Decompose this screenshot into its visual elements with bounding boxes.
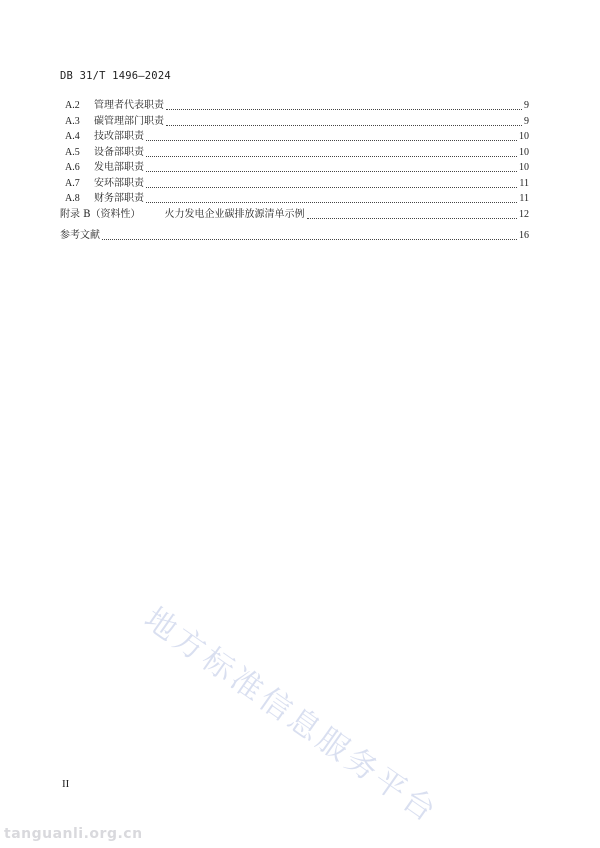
toc-entry-number: A.4 xyxy=(65,131,80,142)
toc-entry-page: 11 xyxy=(519,193,529,204)
watermark-text: 地方标准信息服务平台 xyxy=(137,600,446,831)
toc-leader-dots xyxy=(166,100,522,110)
toc-entry-references[interactable] xyxy=(60,229,529,243)
site-watermark: tanguanli.org.cn xyxy=(4,826,143,842)
toc-entry-page: 16 xyxy=(519,230,529,241)
toc-entry-number: A.3 xyxy=(65,116,80,127)
toc-leader-dots xyxy=(146,193,517,203)
toc-leader-dots xyxy=(307,209,517,219)
toc-entry-title: 财务部职责 xyxy=(94,193,144,204)
toc-entry-title: 管理者代表职责 xyxy=(94,100,164,111)
toc-entry-number: A.8 xyxy=(65,193,80,204)
toc-entry-page: 10 xyxy=(519,147,529,158)
toc-entry-a5[interactable] xyxy=(65,146,529,160)
toc-entry-a7[interactable] xyxy=(65,177,529,191)
toc-entry-number: A.6 xyxy=(65,162,80,173)
toc-leader-dots xyxy=(102,230,517,240)
toc-entry-title: 发电部职责 xyxy=(94,162,144,173)
toc-entry-number: A.2 xyxy=(65,100,80,111)
toc-entry-title: 火力发电企业碳排放源清单示例 xyxy=(164,209,305,220)
toc-leader-dots xyxy=(146,178,517,188)
toc-entry-title: 技改部职责 xyxy=(94,131,144,142)
document-number-header: DB 31/T 1496—2024 xyxy=(60,70,171,82)
toc-entry-page: 10 xyxy=(519,162,529,173)
toc-entry-a4[interactable] xyxy=(65,130,529,144)
toc-entry-appendix-b[interactable] xyxy=(60,208,529,222)
toc-entry-a2[interactable] xyxy=(65,99,529,113)
toc-entry-title: 安环部职责 xyxy=(94,178,144,189)
toc-appendix-label: 附录 B（资料性） xyxy=(60,209,141,220)
toc-entry-a6[interactable] xyxy=(65,161,529,175)
toc-entry-page: 12 xyxy=(519,209,529,220)
toc-entry-number: A.7 xyxy=(65,178,80,189)
toc-leader-dots xyxy=(146,147,517,157)
toc-entry-title: 设备部职责 xyxy=(94,147,144,158)
toc-leader-dots xyxy=(146,131,517,141)
toc-entry-page: 10 xyxy=(519,131,529,142)
toc-entry-page: 9 xyxy=(524,100,529,111)
toc-entry-a3[interactable] xyxy=(65,115,529,129)
toc-entry-title: 参考文献 xyxy=(60,230,100,241)
toc-entry-page: 11 xyxy=(519,178,529,189)
toc-entry-a8[interactable] xyxy=(65,192,529,206)
toc-leader-dots xyxy=(146,162,517,172)
toc-leader-dots xyxy=(166,116,522,126)
toc-entry-title: 碳管理部门职责 xyxy=(94,116,164,127)
toc-entry-page: 9 xyxy=(524,116,529,127)
toc-entry-number: A.5 xyxy=(65,147,80,158)
page-number-footer: II xyxy=(62,778,70,790)
